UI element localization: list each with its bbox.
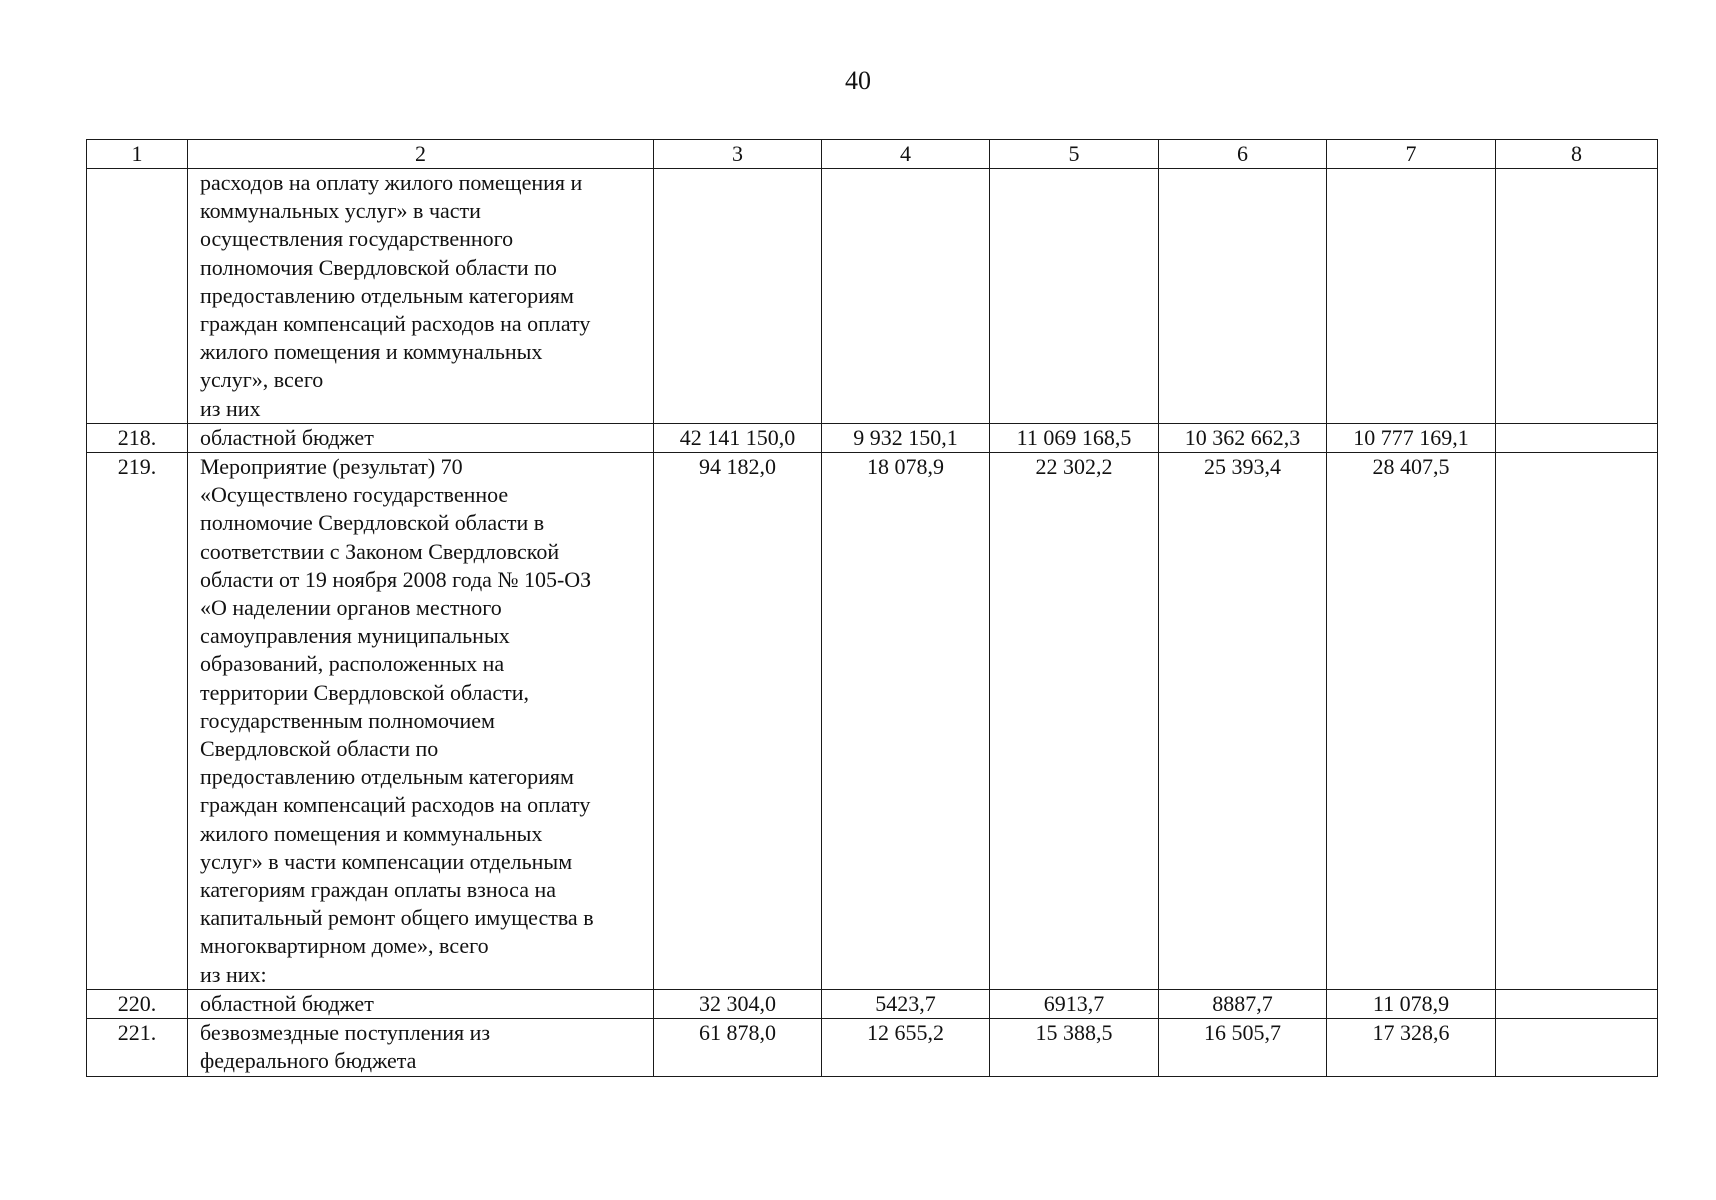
column-header-2: 2: [188, 140, 654, 169]
value-col-3: 42 141 150,0: [654, 423, 822, 452]
value-col-5: 6913,7: [990, 989, 1159, 1018]
value-col-6: 16 505,7: [1159, 1019, 1327, 1076]
value-col-3: [654, 169, 822, 424]
column-header-4: 4: [822, 140, 990, 169]
header-row: [87, 140, 1658, 169]
value-col-6: 8887,7: [1159, 989, 1327, 1018]
value-col-7: [1327, 169, 1496, 424]
row-number: [87, 169, 188, 424]
value-col-4: 12 655,2: [822, 1019, 990, 1076]
value-col-8: [1496, 169, 1658, 424]
value-col-4: [822, 169, 990, 424]
table-row: [87, 169, 1658, 424]
value-col-8: [1496, 1019, 1658, 1076]
column-header-8: 8: [1496, 140, 1658, 169]
row-name: областной бюджет: [188, 423, 654, 452]
row-number: 221.: [87, 1019, 188, 1076]
value-col-3: 32 304,0: [654, 989, 822, 1018]
value-col-3: 94 182,0: [654, 453, 822, 990]
value-col-4: 18 078,9: [822, 453, 990, 990]
value-col-5: 11 069 168,5: [990, 423, 1159, 452]
table-row: [87, 1019, 1658, 1076]
row-number: 220.: [87, 989, 188, 1018]
value-col-5: 22 302,2: [990, 453, 1159, 990]
row-name: расходов на оплату жилого помещения и коммунальных услуг» в части осуществления государственного полномочия Свердловской области по предоставлению отдельным категориям граждан компенсаций расходов на оплату жилого помещения и коммунальных услуг», всего из них: [188, 169, 654, 424]
value-col-5: 15 388,5: [990, 1019, 1159, 1076]
page-number: 40: [845, 66, 871, 95]
row-number: 219.: [87, 453, 188, 990]
budget-table: [86, 139, 1658, 1077]
value-col-8: [1496, 423, 1658, 452]
value-col-8: [1496, 989, 1658, 1018]
value-col-6: 25 393,4: [1159, 453, 1327, 990]
value-col-7: 17 328,6: [1327, 1019, 1496, 1076]
table-row: [87, 423, 1658, 452]
table-row: [87, 989, 1658, 1018]
table-row: [87, 453, 1658, 990]
column-header-7: 7: [1327, 140, 1496, 169]
column-header-5: 5: [990, 140, 1159, 169]
value-col-7: 28 407,5: [1327, 453, 1496, 990]
value-col-4: 9 932 150,1: [822, 423, 990, 452]
column-header-1: 1: [87, 140, 188, 169]
row-name: безвозмездные поступления из федерального бюджета: [188, 1019, 654, 1076]
value-col-5: [990, 169, 1159, 424]
value-col-7: 11 078,9: [1327, 989, 1496, 1018]
value-col-6: 10 362 662,3: [1159, 423, 1327, 452]
row-name: областной бюджет: [188, 989, 654, 1018]
row-number: 218.: [87, 423, 188, 452]
column-header-6: 6: [1159, 140, 1327, 169]
value-col-6: [1159, 169, 1327, 424]
column-header-3: 3: [654, 140, 822, 169]
value-col-3: 61 878,0: [654, 1019, 822, 1076]
row-name: Мероприятие (результат) 70 «Осуществлено государственное полномочие Свердловской области в соответствии с Законом Свердловской области от 19 ноября 2008 года № 105-ОЗ «О наделении органов местного самоуправления муниципальных образований, расположенных на территории Свердловской области, государственным полномочием Свердловской области по предоставлению отдельным категориям граждан компенсаций расходов на оплату жилого помещения и коммунальных услуг» в части компенсации отдельным категориям граждан оплаты взноса на капитальный ремонт общего имущества в многоквартирном доме», всего из них:: [188, 453, 654, 990]
value-col-7: 10 777 169,1: [1327, 423, 1496, 452]
value-col-8: [1496, 453, 1658, 990]
value-col-4: 5423,7: [822, 989, 990, 1018]
